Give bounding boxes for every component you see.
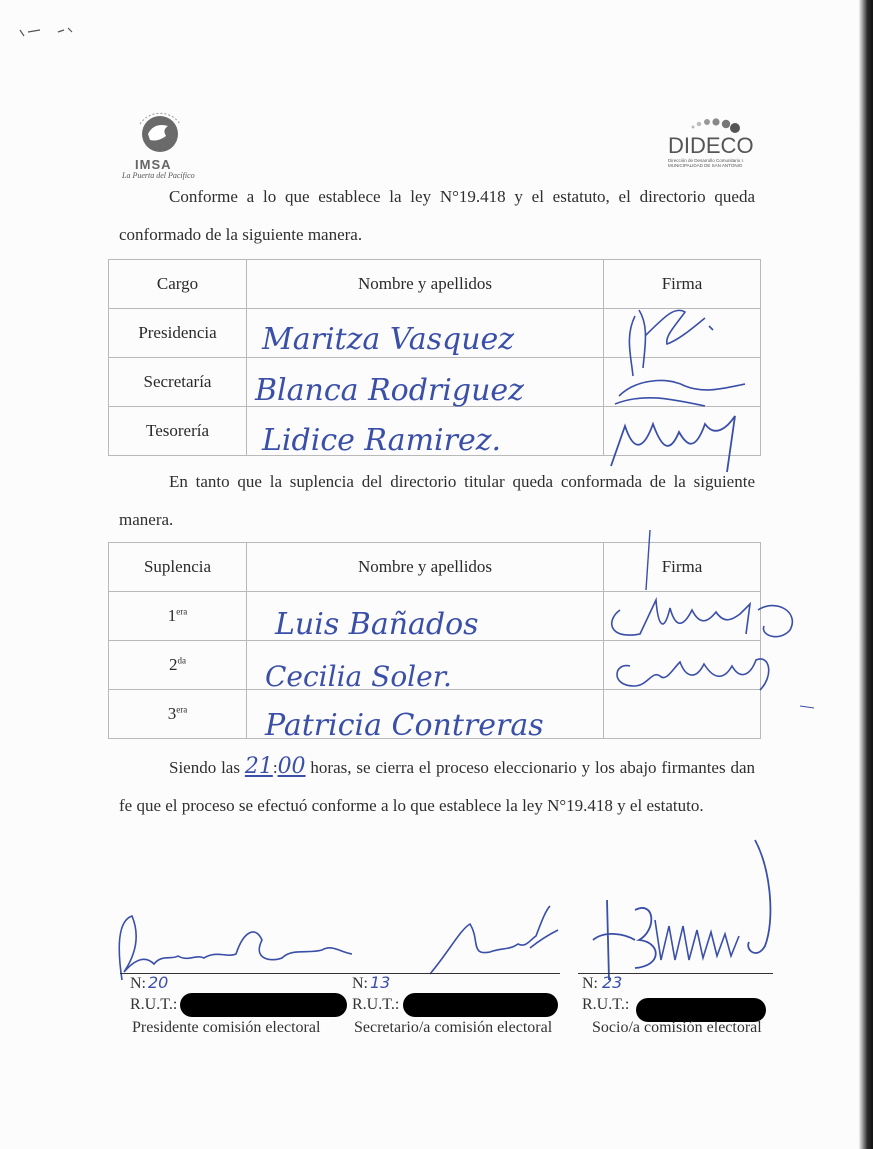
signature-secretario [400, 900, 560, 980]
n-value: 13 [370, 973, 391, 992]
signatory-role: Socio/a comisión electoral [592, 1019, 762, 1036]
handwritten-name: Cecilia Soler. [265, 660, 452, 693]
imsa-logo-tagline: La Puerta del Pacífico [122, 171, 195, 180]
n-label: N: [582, 975, 598, 992]
header-nombre: Nombre y apellidos [247, 260, 604, 309]
role-cell: Secretaría [109, 358, 247, 407]
ordinal-cell: $3^{era}$ [109, 690, 247, 739]
page-edge-shadow [859, 0, 873, 1149]
suplencia-paragraph [119, 463, 755, 539]
header-cargo: Cargo [109, 260, 247, 309]
role-cell: Presidencia [109, 309, 247, 358]
signatory-role: Secretario/a comisión electoral [354, 1019, 553, 1036]
signatory-role: Presidente comisión electoral [132, 1019, 321, 1036]
closing-after: horas, se cierra el proceso eleccionario y los abajo firmantes dan fe que el proceso se efectuó conforme a lo que establece la ley N°19.418 y el estatuto. [119, 758, 755, 815]
suplencia-text: En tanto que la suplencia del directorio titular queda conformada de la siguiente manera. [119, 472, 755, 529]
n-label: N: [130, 975, 146, 992]
redacted-rut [403, 993, 558, 1017]
handwritten-name: Luis Bañados [275, 607, 479, 642]
handwritten-name: Lidice Ramirez. [262, 423, 502, 458]
ordinal-cell: $1^{era}$ [109, 592, 247, 641]
intro-paragraph [119, 178, 755, 254]
rut-label: R.U.T.: [582, 996, 630, 1013]
imsa-logo-name: IMSA [135, 157, 172, 172]
closing-minutes: 00 [277, 754, 306, 779]
handwritten-name: Patricia Contreras [265, 708, 544, 743]
rut-label: R.U.T.: [352, 996, 400, 1013]
dideco-logo-name: DIDECO [668, 133, 754, 158]
signature-socio [585, 830, 785, 990]
closing-hour: 21 [244, 754, 273, 779]
header-nombre: Nombre y apellidos [247, 543, 604, 592]
closing-separator: : [272, 758, 278, 777]
header-firma: Firma [604, 543, 761, 592]
signature-presidencia [605, 296, 745, 476]
intro-text: Conforme a lo que establece la ley N°19.418 y el estatuto, el directorio queda conformado de la siguiente manera. [119, 187, 755, 244]
signature-suplentes [600, 530, 815, 710]
header-suplencia: Suplencia [109, 543, 247, 592]
closing-paragraph [119, 748, 755, 825]
scan-mark [18, 24, 78, 38]
rut-label: R.U.T.: [130, 996, 178, 1013]
n-value: 20 [148, 973, 169, 992]
role-cell: Tesorería [109, 407, 247, 456]
n-label: N: [352, 975, 368, 992]
redacted-rut [180, 993, 347, 1017]
header-firma: Firma [604, 260, 761, 309]
ordinal-cell: $2^{da}$ [109, 641, 247, 690]
n-value: 23 [602, 973, 623, 992]
handwritten-name: Blanca Rodriguez [255, 373, 524, 408]
closing-before: Siendo las [169, 758, 240, 777]
dideco-logo-subtitle: Dirección de Desarrollo Comunitario I. MUNICIPALIDAD DE SAN ANTONIO [668, 158, 745, 168]
handwritten-name: Maritza Vasquez [262, 322, 515, 357]
